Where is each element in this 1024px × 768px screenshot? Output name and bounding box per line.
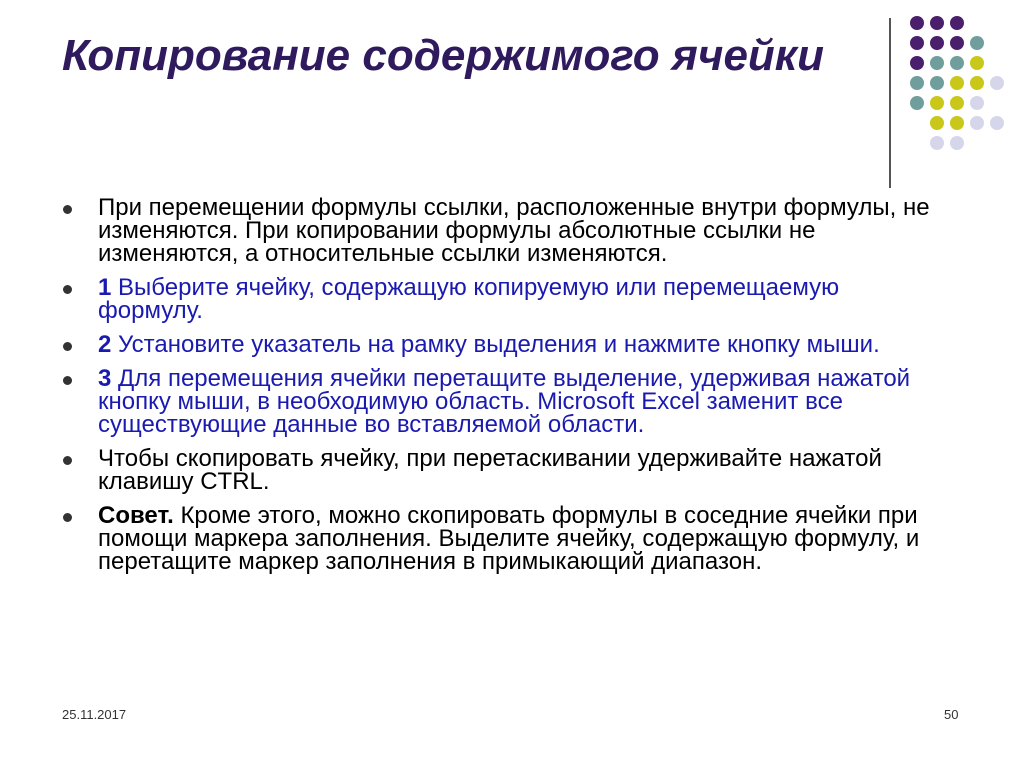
bullet-text: Чтобы скопировать ячейку, при перетаскивании удерживайте нажатой клавишу CTRL. <box>98 445 882 495</box>
bullet-text: Кроме этого, можно скопировать формулы в соседние ячейки при помощи маркера заполнения. Выделите ячейку, содержащую формулу, и перетащите маркер заполнения в примыкающий диапазон. <box>98 502 920 575</box>
decorative-dot <box>950 16 964 30</box>
decorative-dot <box>910 56 924 70</box>
decorative-dot <box>930 76 944 90</box>
bullet-text: При перемещении формулы ссылки, расположенные внутри формулы, не изменяются. При копировании формулы абсолютные ссылки не изменяются, а относительные ссылки изменяются. <box>98 194 930 267</box>
slide-title: Копирование содержимого ячейки <box>62 31 824 80</box>
bullet-dot-icon <box>63 513 72 522</box>
decorative-dot <box>910 36 924 50</box>
decorative-dot <box>950 116 964 130</box>
decorative-dot <box>910 16 924 30</box>
decorative-dot <box>970 116 984 130</box>
decorative-dot <box>950 76 964 90</box>
bullet-item <box>60 333 950 356</box>
decorative-dot <box>910 96 924 110</box>
bullet-dot-icon <box>63 285 72 294</box>
bullet-dot-icon <box>63 205 72 214</box>
decorative-dot <box>970 36 984 50</box>
bullet-item <box>60 276 950 322</box>
decorative-dot <box>950 56 964 70</box>
bullet-list <box>60 196 950 584</box>
decorative-dot <box>930 136 944 150</box>
decorative-dot <box>930 116 944 130</box>
decorative-dot <box>950 96 964 110</box>
bullet-dot-icon <box>63 342 72 351</box>
bullet-text: Для перемещения ячейки перетащите выделение, удерживая нажатой кнопку мыши, в необходимую область. Microsoft Excel заменит все существующие данные во вставляемой области. <box>98 365 911 438</box>
bullet-item <box>60 504 950 573</box>
decorative-dot <box>910 76 924 90</box>
decorative-dot <box>990 76 1004 90</box>
bullet-dot-icon <box>63 456 72 465</box>
bullet-item <box>60 196 950 265</box>
decorative-dot <box>950 136 964 150</box>
decorative-dot <box>970 76 984 90</box>
decorative-dot <box>930 56 944 70</box>
bullet-text: Выберите ячейку, содержащую копируемую или перемещаемую формулу. <box>98 274 840 324</box>
decorative-dot <box>930 16 944 30</box>
step-number: 1 <box>98 274 112 301</box>
bullet-item <box>60 367 950 436</box>
decorative-dot <box>970 56 984 70</box>
decorative-dot <box>970 96 984 110</box>
bullet-text: Установите указатель на рамку выделения и нажмите кнопку мыши. <box>111 331 880 358</box>
tip-label: Совет. <box>98 502 174 529</box>
bullet-dot-icon <box>63 376 72 385</box>
decorative-dot <box>930 36 944 50</box>
decorative-dot <box>990 116 1004 130</box>
step-number: 2 <box>98 331 112 358</box>
footer-page-number: 50 <box>944 707 959 722</box>
step-number: 3 <box>98 365 112 392</box>
decorative-dot <box>950 36 964 50</box>
bullet-item <box>60 447 950 493</box>
footer-date: 25.11.2017 <box>62 707 127 722</box>
decorative-divider <box>889 18 891 188</box>
decorative-dot <box>930 96 944 110</box>
